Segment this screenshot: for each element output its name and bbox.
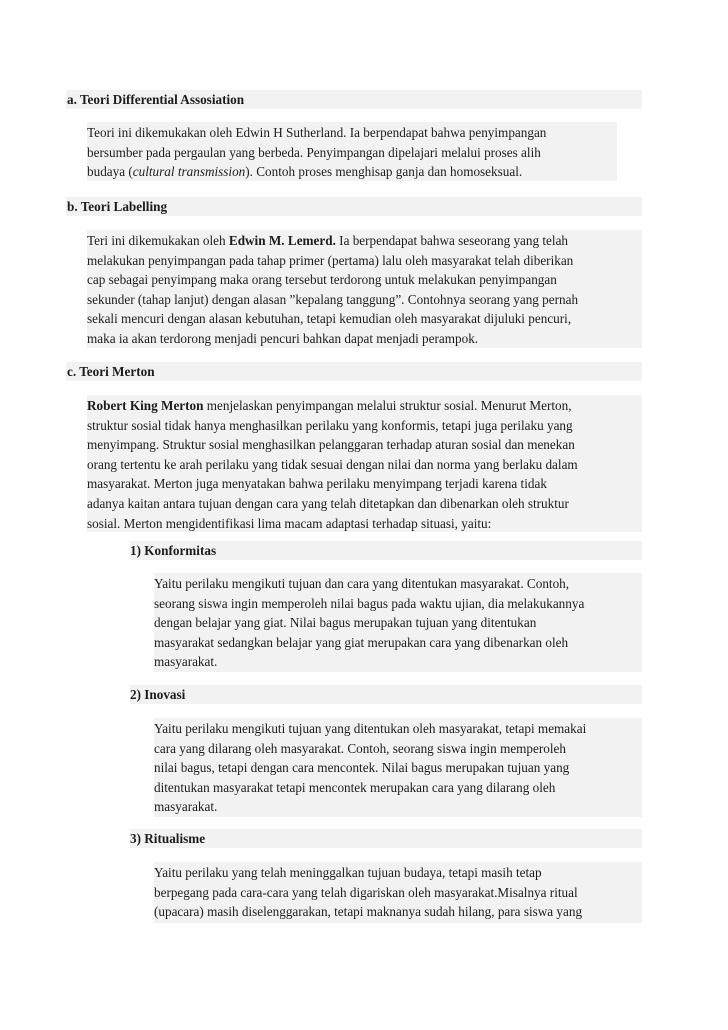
paragraph-line: bersumber pada pergaulan yang berbeda. Penyimpangan dipelajari melalui proses alih: [87, 144, 541, 160]
bold-name: Robert King Merton: [87, 398, 204, 413]
paragraph-line: adanya kaitan antara tujuan dengan cara yang telah ditetapkan dan dibenarkan oleh struktur: [87, 495, 569, 511]
section-b-heading: b. Teori Labelling: [66, 197, 642, 216]
section-a-heading: a. Teori Differential Assosiation: [66, 90, 642, 109]
paragraph-line: maka ia akan terdorong menjadi pencuri bahkan dapat menjadi perampok.: [87, 330, 479, 346]
paragraph-line: sekali mencuri dengan alasan kebutuhan, tetapi kemudian oleh masyarakat dijuluki pencuri,: [87, 311, 572, 327]
paragraph-line: sekunder (tahap lanjut) dengan alasan ”kepalang tanggung”. Contohnya seorang yang pernah: [87, 291, 579, 307]
paragraph-line: cap sebagai penyimpang maka orang tersebut terdorong untuk melakukan penyimpangan: [87, 272, 557, 288]
paragraph-line: Teri ini dikemukakan oleh Edwin M. Lemerd. Ia berpendapat bahwa seseorang yang telah: [87, 233, 569, 248]
paragraph-line: nilai bagus, tetapi dengan cara mencontek. Nilai bagus merupakan tujuan yang: [154, 760, 570, 776]
paragraph-line: masyarakat sedangkan belajar yang giat merupakan cara yang dibenarkan oleh: [154, 634, 569, 650]
paragraph-line: melakukan penyimpangan pada tahap primer (pertama) lalu oleh masyarakat telah diberikan: [87, 252, 574, 268]
paragraph-line: Yaitu perilaku yang telah meninggalkan tujuan budaya, tetapi masih tetap: [154, 865, 542, 880]
paragraph-line: Teori ini dikemukakan oleh Edwin H Sutherland. Ia berpendapat bahwa penyimpangan: [87, 125, 547, 140]
paragraph-line: Yaitu perilaku mengikuti tujuan dan cara yang ditentukan masyarakat. Contoh,: [154, 576, 570, 591]
paragraph-line: masyarakat. Merton juga menyatakan bahwa perilaku menyimpang terjadi karena tidak: [87, 476, 547, 492]
paragraph-line: masyarakat.: [154, 654, 218, 670]
paragraph-line: sosial. Merton mengidentifikasi lima macam adaptasi terhadap situasi, yaitu:: [87, 515, 492, 531]
paragraph-line: ditentukan masyarakat tetapi mencontek merupakan cara yang dilarang oleh: [154, 779, 556, 795]
section-c-paragraph: [87, 395, 642, 532]
item-1-paragraph: [154, 573, 642, 672]
paragraph-line: struktur sosial tidak hanya menghasilkan perilaku yang konformis, tetapi juga perilaku yang: [87, 417, 573, 433]
paragraph-line: orang tertentu ke arah perilaku yang tidak sesuai dengan nilai dan norma yang berlaku dalam: [87, 456, 578, 472]
paragraph-line: berpegang pada cara-cara yang telah digariskan oleh masyarakat.Misalnya ritual: [154, 884, 578, 900]
item-2-heading: 2) Inovasi: [130, 685, 642, 704]
paragraph-line: cara yang dilarang oleh masyarakat. Contoh, seorang siswa ingin memperoleh: [154, 740, 566, 756]
paragraph-line: Robert King Merton menjelaskan penyimpangan melalui struktur sosial. Menurut Merton,: [87, 398, 572, 413]
section-c-heading: c. Teori Merton: [66, 362, 642, 381]
paragraph-line: menyimpang. Struktur sosial menghasilkan pelanggaran terhadap aturan sosial dan menekan: [87, 437, 575, 453]
paragraph-line: Yaitu perilaku mengikuti tujuan yang ditentukan oleh masyarakat, tetapi memakai: [154, 721, 587, 736]
section-b-paragraph: [87, 230, 642, 348]
paragraph-line: masyarakat.: [154, 799, 218, 815]
paragraph-line: seorang siswa ingin memperoleh nilai bagus pada waktu ujian, dia melakukannya: [154, 595, 585, 611]
item-1-heading: 1) Konformitas: [130, 541, 642, 560]
italic-term: cultural transmission: [132, 164, 246, 180]
paragraph-line: (upacara) masih diselenggarakan, tetapi maknanya sudah hilang, para siswa yang: [154, 904, 583, 920]
bold-name: Edwin M. Lemerd.: [228, 233, 336, 248]
section-a-paragraph: [87, 122, 617, 181]
paragraph-line: dengan belajar yang giat. Nilai bagus merupakan tujuan yang ditentukan: [154, 615, 537, 631]
item-2-paragraph: [154, 718, 642, 817]
item-3-heading: 3) Ritualisme: [130, 829, 642, 848]
item-3-paragraph: [154, 862, 642, 923]
paragraph-line: budaya (cultural transmission). Contoh proses menghisap ganja dan homoseksual.: [87, 164, 523, 180]
